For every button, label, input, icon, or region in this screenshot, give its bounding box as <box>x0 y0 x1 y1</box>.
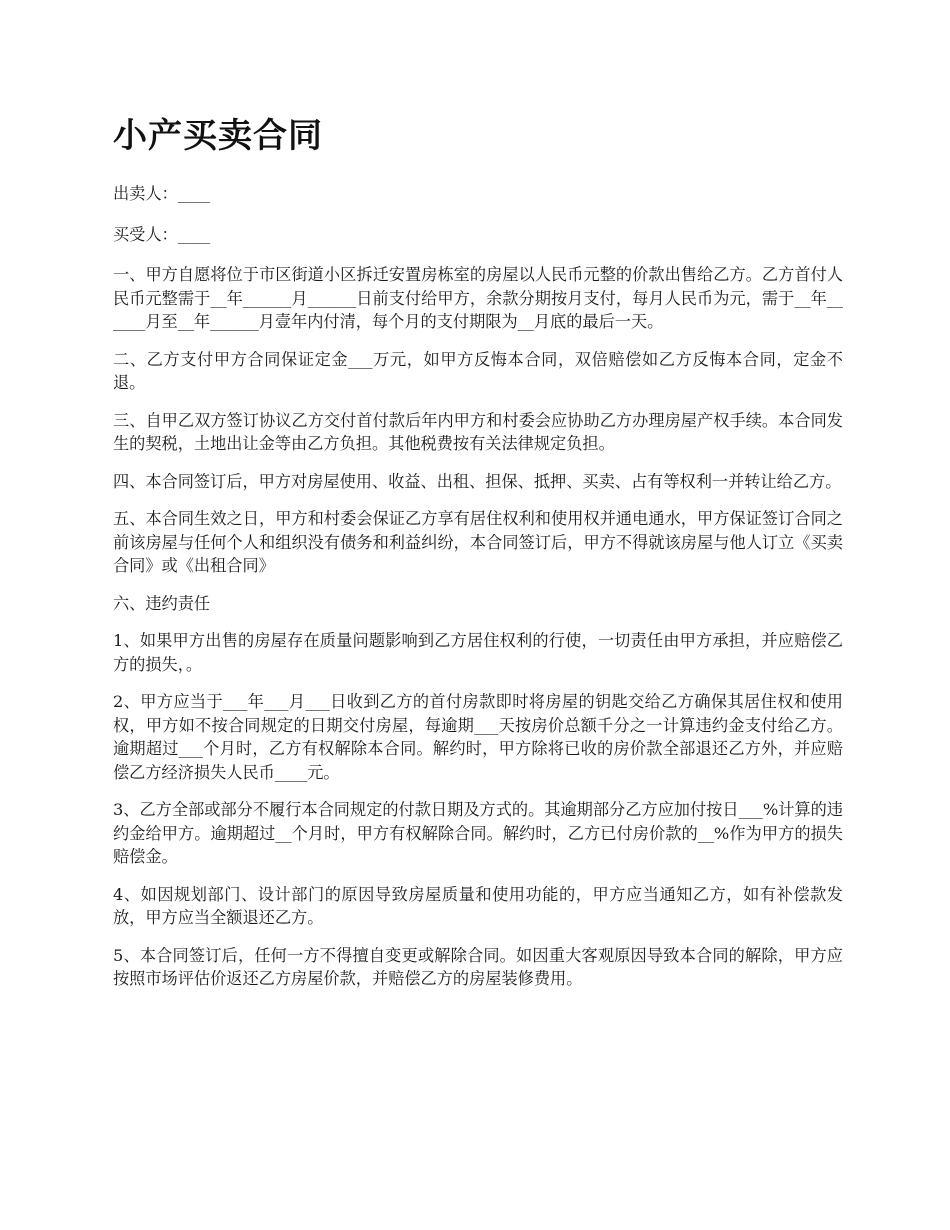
liability-item-1: 1、如果甲方出售的房屋存在质量问题影响到乙方居住权利的行使，一切责任由甲方承担，并应赔偿乙方的损失，。 <box>113 631 843 674</box>
seller-line: 出卖人：____ <box>113 184 211 203</box>
liability-item-2: 2、甲方应当于___年___月___日收到乙方的首付房款即时将房屋的钥匙交给乙方确保其居住权和使用权，甲方如不按合同规定的日期交付房屋，每逾期___天按房价总额千分之一计算违约金支付给乙方。逾期超过___个月时，乙方有权解除本合同。解约时，甲方除将已收的房价款全部退还乙方外，并应赔偿乙方经济损失人民币____元。 <box>113 692 843 782</box>
section-heading-liability: 六、违约责任 <box>113 593 211 613</box>
liability-item-5: 5、本合同签订后，任何一方不得擅自变更或解除合同。如因重大客观原因导致本合同的解除，甲方应按照市场评估价返还乙方房屋价款，并赔偿乙方的房屋装修费用。 <box>113 945 843 988</box>
document-title: 小产买卖合同 <box>113 116 323 156</box>
clause-3: 三、自甲乙双方签订协议乙方交付首付款后年内甲方和村委会应协助乙方办理房屋产权手续。本合同发生的契税，土地出让金等由乙方负担。其他税费按有关法律规定负担。 <box>113 410 843 453</box>
clause-1: 一、甲方自愿将位于市区街道小区拆迁安置房栋室的房屋以人民币元整的价款出售给乙方。乙方首付人民币元整需于__年______月______日前支付给甲方，余款分期按月支付，每月人民币为元，需于__年______月至__年______月壹年内付清，每个月的支付期限为__月底的最后一天。 <box>113 265 843 331</box>
clause-4: 四、本合同签订后，甲方对房屋使用、收益、出租、担保、抵押、买卖、占有等权利一并转让给乙方。 <box>113 471 842 491</box>
document-page <box>113 112 843 1005</box>
buyer-line: 买受人：____ <box>113 224 211 244</box>
clause-2: 二、乙方支付甲方合同保证定金___万元，如甲方反悔本合同，双倍赔偿如乙方反悔本合同，定金不退。 <box>113 349 843 392</box>
liability-item-4: 4、如因规划部门、设计部门的原因导致房屋质量和使用功能的，甲方应当通知乙方，如有补偿款发放，甲方应当全额退还乙方。 <box>113 884 843 927</box>
liability-item-3: 3、乙方全部或部分不履行本合同规定的付款日期及方式的。其逾期部分乙方应加付按日___%计算的违约金给甲方。逾期超过__个月时，甲方有权解除合同。解约时，乙方已付房价款的__%作为甲方的损失赔偿金。 <box>113 800 843 866</box>
clause-5: 五、本合同生效之日，甲方和村委会保证乙方享有居住权利和使用权并通电通水，甲方保证签订合同之前该房屋与任何个人和组织没有债务和利益纠纷，本合同签订后，甲方不得就该房屋与他人订立《买卖合同》或《出租合同》 <box>113 509 843 575</box>
